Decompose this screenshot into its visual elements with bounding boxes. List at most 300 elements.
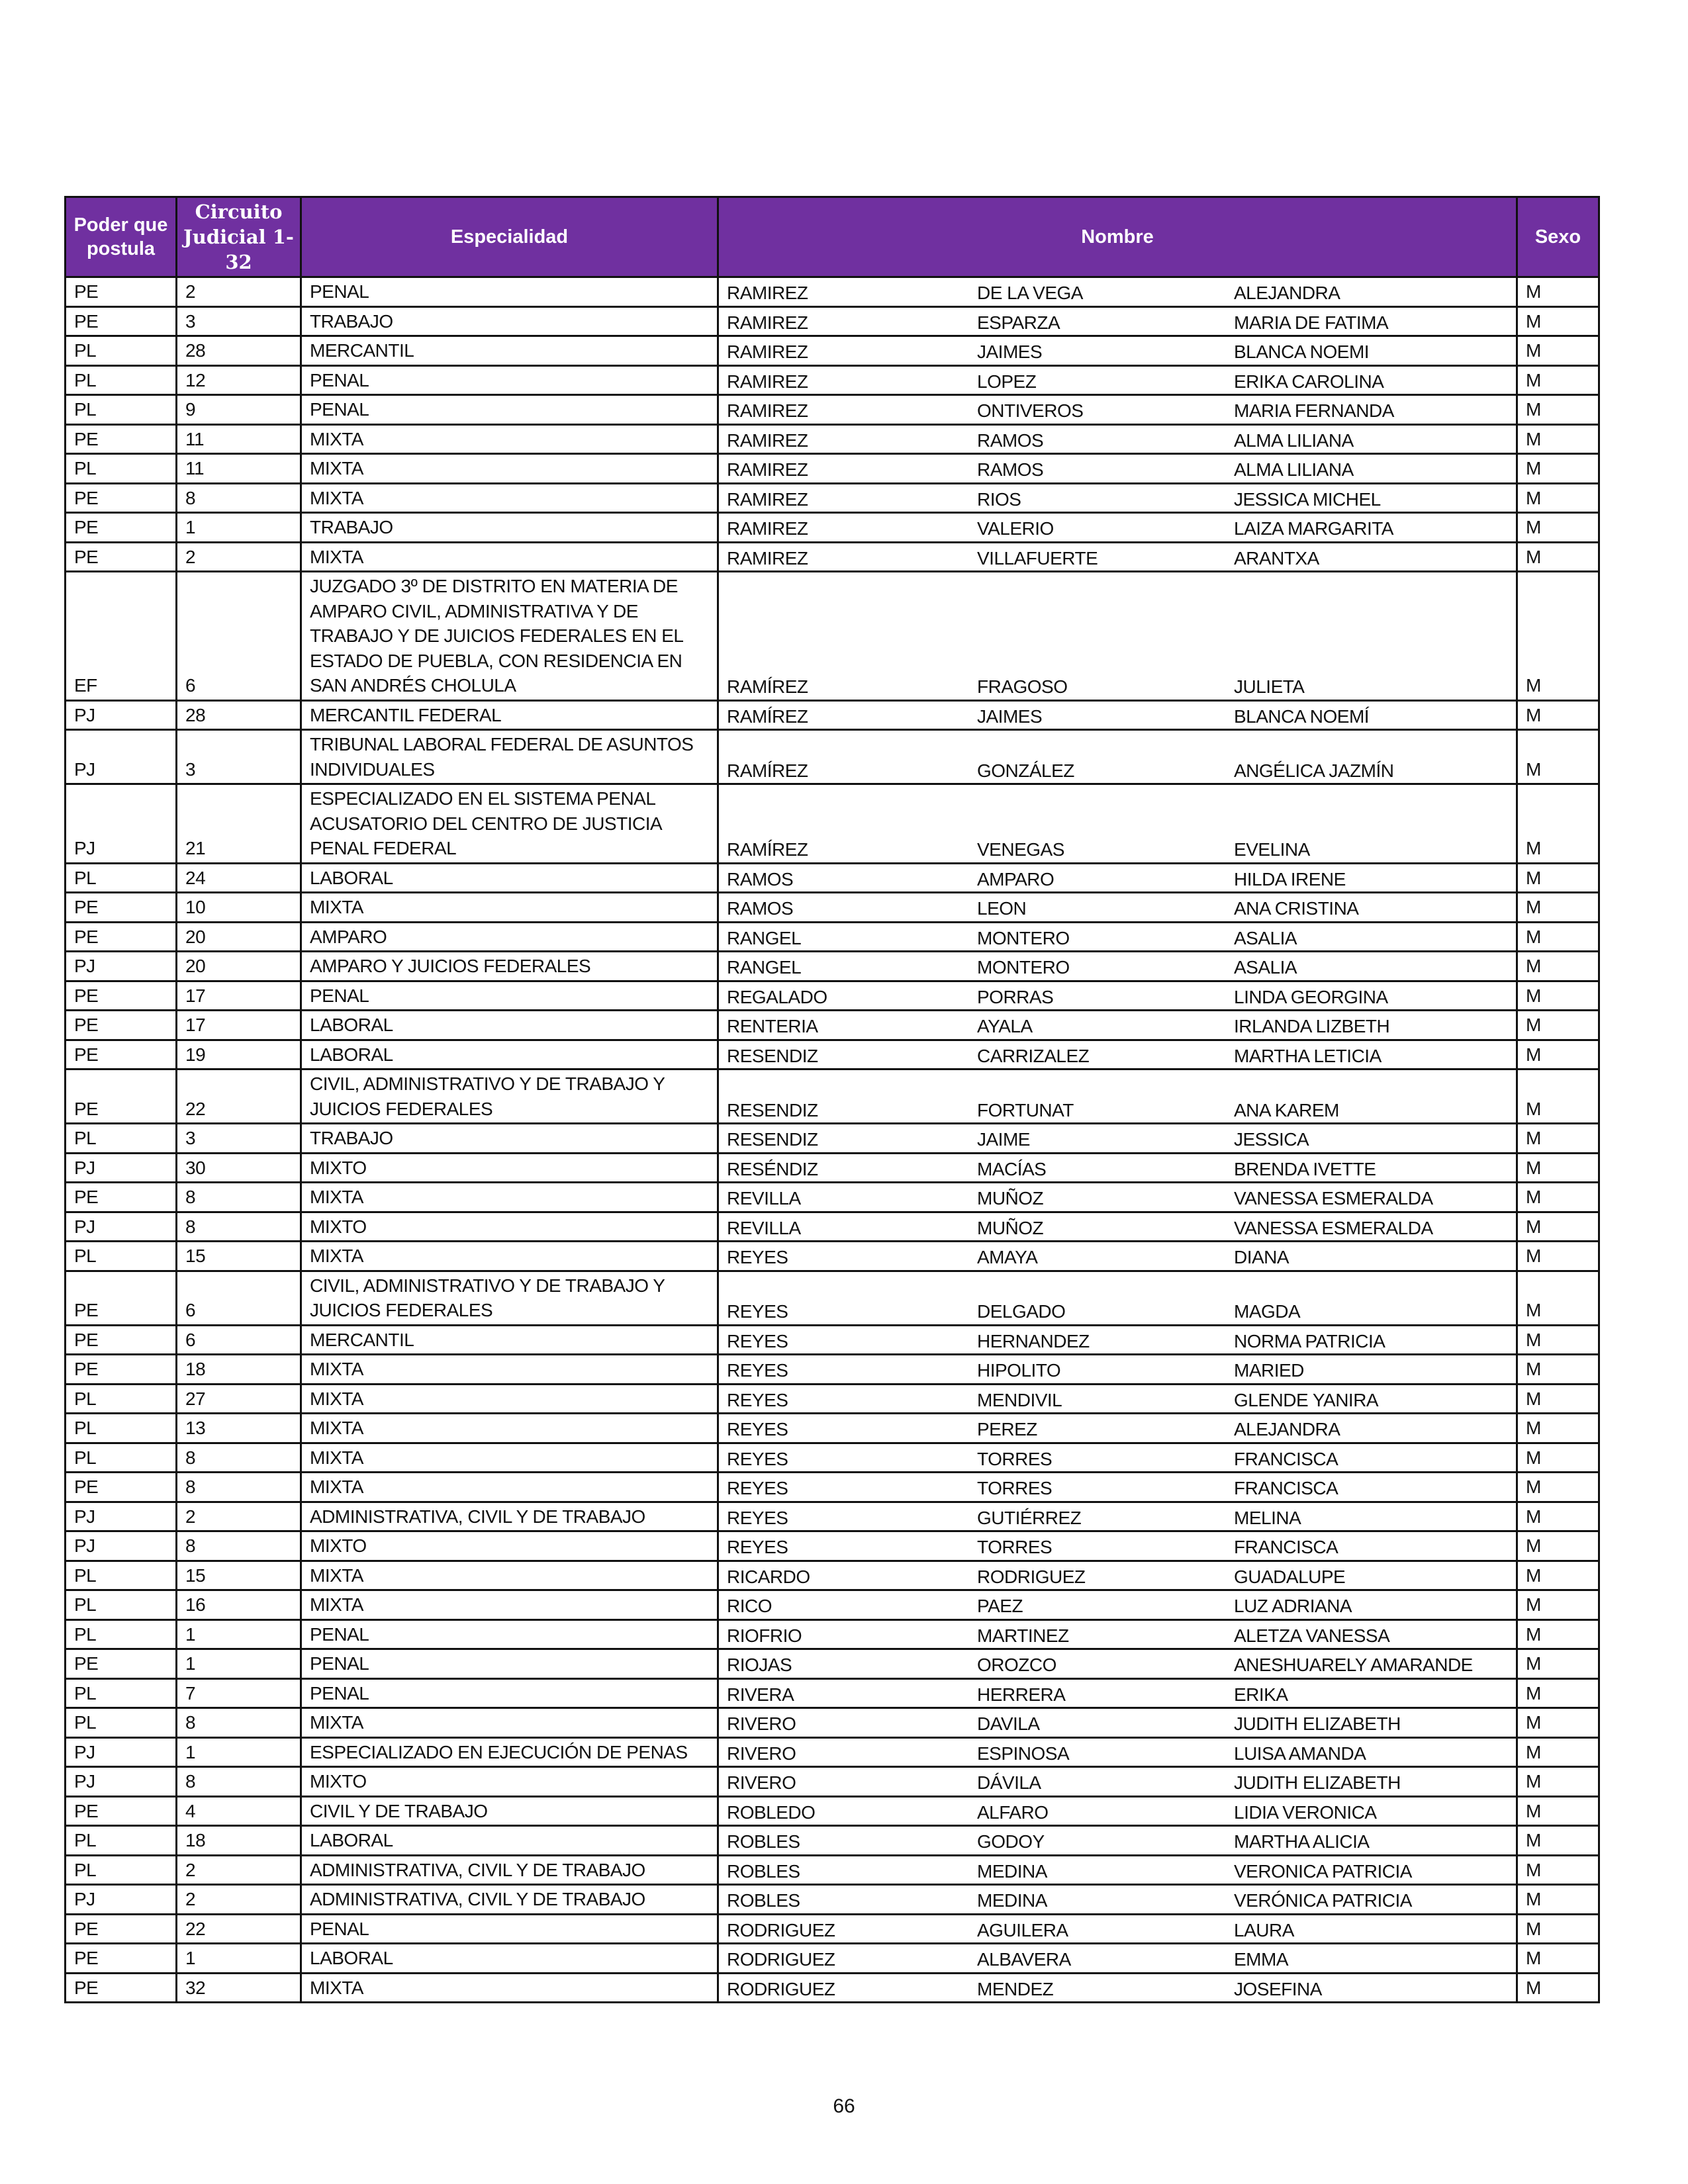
cell-nombre <box>718 336 1517 366</box>
nombres: MAGDA <box>1234 1301 1301 1322</box>
table-row <box>66 1914 1599 1944</box>
nombres: BLANCA NOEMÍ <box>1234 705 1370 727</box>
cell-poder: PL <box>66 1590 177 1620</box>
cell-sexo: M <box>1517 1531 1599 1561</box>
cell-especialidad: MIXTA <box>301 542 718 572</box>
apellido-materno: MEDINA <box>977 1890 1047 1911</box>
table-row <box>66 1737 1599 1767</box>
cell-poder: PE <box>66 1355 177 1385</box>
apellido-paterno: REYES <box>727 1247 788 1267</box>
cell-nombre <box>718 483 1517 513</box>
cell-poder: PL <box>66 1619 177 1649</box>
table-row <box>66 1414 1599 1443</box>
apellido-paterno: RIVERA <box>727 1684 794 1705</box>
cell-poder: PE <box>66 483 177 513</box>
cell-circuito: 3 <box>177 730 301 784</box>
nombres: ANGÉLICA JAZMÍN <box>1234 760 1394 781</box>
nombres: HILDA IRENE <box>1234 868 1346 889</box>
nombres: LINDA GEORGINA <box>1234 986 1388 1007</box>
cell-nombre <box>718 1619 1517 1649</box>
cell-especialidad: MIXTO <box>301 1767 718 1797</box>
apellido-paterno: REYES <box>727 1360 788 1381</box>
page-number: 66 <box>833 2095 855 2117</box>
cell-sexo: M <box>1517 1414 1599 1443</box>
nombres: JUDITH ELIZABETH <box>1234 1713 1401 1734</box>
nombres: ALETZA VANESSA <box>1234 1625 1390 1646</box>
cell-sexo: M <box>1517 1914 1599 1944</box>
cell-poder: PE <box>66 922 177 952</box>
nombres: MARTHA ALICIA <box>1234 1831 1370 1852</box>
apellido-materno: DÁVILA <box>977 1772 1041 1793</box>
cell-circuito: 8 <box>177 483 301 513</box>
cell-poder: PJ <box>66 1153 177 1183</box>
cell-sexo: M <box>1517 1649 1599 1679</box>
cell-circuito: 1 <box>177 1944 301 1974</box>
nombres: ALMA LILIANA <box>1234 430 1354 451</box>
apellido-paterno: RODRIGUEZ <box>727 1949 835 1970</box>
name-parts <box>719 1329 1516 1354</box>
cell-especialidad: PENAL <box>301 1619 718 1649</box>
cell-poder: PE <box>66 981 177 1011</box>
cell-circuito: 8 <box>177 1443 301 1473</box>
apellido-materno: CARRIZALEZ <box>977 1045 1090 1066</box>
name-parts <box>719 398 1516 424</box>
cell-especialidad: PENAL <box>301 365 718 395</box>
table-row <box>66 1212 1599 1242</box>
apellido-materno: FRAGOSO <box>977 676 1068 697</box>
cell-sexo: M <box>1517 424 1599 454</box>
cell-poder: PE <box>66 542 177 572</box>
table-row <box>66 454 1599 484</box>
table-row <box>66 1944 1599 1974</box>
cell-poder: PE <box>66 424 177 454</box>
table-row <box>66 730 1599 784</box>
cell-nombre <box>718 730 1517 784</box>
name-parts <box>719 340 1516 365</box>
nombres: FRANCISCA <box>1234 1448 1338 1469</box>
cell-especialidad: MIXTA <box>301 1561 718 1590</box>
cell-poder: PJ <box>66 700 177 730</box>
cell-especialidad: MIXTA <box>301 1473 718 1502</box>
cell-poder: PL <box>66 1826 177 1856</box>
cell-nombre <box>718 1384 1517 1414</box>
cell-nombre <box>718 1011 1517 1040</box>
name-parts <box>719 1535 1516 1560</box>
cell-especialidad: MIXTO <box>301 1212 718 1242</box>
apellido-materno: RAMOS <box>977 430 1044 451</box>
cell-especialidad: PENAL <box>301 1649 718 1679</box>
cell-circuito: 10 <box>177 893 301 923</box>
table-row <box>66 1040 1599 1069</box>
table-row <box>66 1561 1599 1590</box>
apellido-materno: VILLAFUERTE <box>977 547 1098 569</box>
cell-especialidad: CIVIL Y DE TRABAJO <box>301 1796 718 1826</box>
apellido-paterno: REYES <box>727 1301 788 1322</box>
cell-circuito: 17 <box>177 1011 301 1040</box>
nombres: MARIED <box>1234 1360 1304 1381</box>
name-parts <box>719 1157 1516 1182</box>
apellido-paterno: RAMÍREZ <box>727 839 808 860</box>
name-parts <box>719 281 1516 306</box>
name-parts <box>719 428 1516 453</box>
name-parts <box>719 758 1516 784</box>
cell-sexo: M <box>1517 1826 1599 1856</box>
cell-nombre <box>718 1124 1517 1154</box>
cell-especialidad: PENAL <box>301 981 718 1011</box>
cell-sexo: M <box>1517 952 1599 981</box>
table-row <box>66 1069 1599 1124</box>
apellido-paterno: RAMIREZ <box>727 459 808 480</box>
table-row <box>66 922 1599 952</box>
cell-sexo: M <box>1517 1678 1599 1708</box>
cell-sexo: M <box>1517 306 1599 336</box>
cell-poder: PL <box>66 1708 177 1738</box>
nombres: MARIA DE FATIMA <box>1234 312 1389 333</box>
cell-circuito: 22 <box>177 1914 301 1944</box>
cell-poder: PJ <box>66 1531 177 1561</box>
table-row <box>66 513 1599 543</box>
cell-nombre <box>718 1649 1517 1679</box>
apellido-materno: ESPARZA <box>977 312 1060 333</box>
cell-circuito: 20 <box>177 952 301 981</box>
table-row <box>66 1767 1599 1797</box>
apellido-paterno: RODRIGUEZ <box>727 1919 835 1940</box>
apellido-paterno: ROBLES <box>727 1831 800 1852</box>
nombres: LIDIA VERONICA <box>1234 1801 1377 1823</box>
cell-circuito: 2 <box>177 1885 301 1915</box>
name-parts <box>719 1594 1516 1619</box>
cell-nombre <box>718 542 1517 572</box>
cell-sexo: M <box>1517 730 1599 784</box>
cell-sexo: M <box>1517 1944 1599 1974</box>
table-row <box>66 1242 1599 1271</box>
cell-circuito: 8 <box>177 1708 301 1738</box>
apellido-materno: TORRES <box>977 1448 1053 1469</box>
name-parts <box>719 1829 1516 1854</box>
cell-nombre <box>718 1855 1517 1885</box>
name-parts <box>719 1653 1516 1678</box>
cell-sexo: M <box>1517 1473 1599 1502</box>
cell-poder: PL <box>66 1414 177 1443</box>
apellido-materno: MUÑOZ <box>977 1217 1044 1238</box>
apellido-materno: VENEGAS <box>977 839 1064 860</box>
cell-circuito: 2 <box>177 1502 301 1531</box>
apellido-materno: ESPINOSA <box>977 1743 1070 1764</box>
apellido-materno: AGUILERA <box>977 1919 1068 1940</box>
cell-circuito: 28 <box>177 336 301 366</box>
nombres: ASALIA <box>1234 957 1297 978</box>
nombres: NORMA PATRICIA <box>1234 1330 1385 1351</box>
apellido-paterno: RICARDO <box>727 1566 810 1587</box>
cell-circuito: 28 <box>177 700 301 730</box>
apellido-paterno: ROBLEDO <box>727 1801 816 1823</box>
cell-circuito: 12 <box>177 365 301 395</box>
cell-especialidad: AMPARO Y JUICIOS FEDERALES <box>301 952 718 981</box>
apellido-paterno: RESENDIZ <box>727 1129 818 1150</box>
cell-circuito: 9 <box>177 395 301 425</box>
cell-sexo: M <box>1517 1183 1599 1212</box>
cell-nombre <box>718 1325 1517 1355</box>
cell-sexo: M <box>1517 1561 1599 1590</box>
header-nombre: Nombre <box>718 197 1517 277</box>
header-especialidad: Especialidad <box>301 197 718 277</box>
nombres: VANESSA ESMERALDA <box>1234 1217 1433 1238</box>
nombres: ANA CRISTINA <box>1234 898 1359 919</box>
cell-circuito: 8 <box>177 1531 301 1561</box>
cell-circuito: 1 <box>177 513 301 543</box>
cell-especialidad: TRABAJO <box>301 306 718 336</box>
cell-circuito: 1 <box>177 1737 301 1767</box>
cell-poder: PL <box>66 863 177 893</box>
cell-circuito: 1 <box>177 1619 301 1649</box>
apellido-materno: GUTIÉRREZ <box>977 1507 1082 1528</box>
cell-nombre <box>718 952 1517 981</box>
table-row <box>66 1183 1599 1212</box>
table-row <box>66 1443 1599 1473</box>
cell-especialidad: PENAL <box>301 395 718 425</box>
nombres: FRANCISCA <box>1234 1537 1338 1557</box>
nombres: ALEJANDRA <box>1234 283 1340 303</box>
cell-poder: PE <box>66 1973 177 2003</box>
nombres: JULIETA <box>1234 676 1305 697</box>
apellido-paterno: RAMÍREZ <box>727 676 808 697</box>
cell-sexo: M <box>1517 863 1599 893</box>
table-row <box>66 1973 1599 2003</box>
table-row <box>66 365 1599 395</box>
cell-nombre <box>718 1767 1517 1797</box>
table-row <box>66 483 1599 513</box>
apellido-paterno: RAMÍREZ <box>727 705 808 727</box>
name-parts <box>719 1888 1516 1913</box>
nombres: ASALIA <box>1234 927 1297 948</box>
cell-nombre <box>718 572 1517 701</box>
name-parts <box>719 457 1516 482</box>
nombres: VERÓNICA PATRICIA <box>1234 1890 1412 1911</box>
name-parts <box>719 1947 1516 1972</box>
nombres: DIANA <box>1234 1247 1289 1267</box>
name-parts <box>719 487 1516 512</box>
cell-nombre <box>718 424 1517 454</box>
cell-especialidad: MIXTA <box>301 1355 718 1385</box>
apellido-paterno: REYES <box>727 1419 788 1439</box>
cell-circuito: 2 <box>177 277 301 307</box>
apellido-paterno: RENTERIA <box>727 1016 818 1036</box>
cell-circuito: 24 <box>177 863 301 893</box>
apellido-materno: ALBAVERA <box>977 1949 1071 1970</box>
apellido-paterno: RAMIREZ <box>727 400 808 421</box>
cell-sexo: M <box>1517 365 1599 395</box>
cell-poder: PL <box>66 1678 177 1708</box>
cell-circuito: 19 <box>177 1040 301 1069</box>
cell-nombre <box>718 1355 1517 1385</box>
cell-sexo: M <box>1517 1325 1599 1355</box>
apellido-materno: GONZÁLEZ <box>977 760 1074 781</box>
cell-nombre <box>718 700 1517 730</box>
cell-circuito: 18 <box>177 1826 301 1856</box>
cell-sexo: M <box>1517 1355 1599 1385</box>
cell-poder: PE <box>66 1944 177 1974</box>
apellido-paterno: RICO <box>727 1596 772 1616</box>
name-parts <box>719 955 1516 980</box>
nombres: GUADALUPE <box>1234 1566 1346 1587</box>
cell-sexo: M <box>1517 1708 1599 1738</box>
apellido-paterno: REVILLA <box>727 1188 801 1208</box>
cell-circuito: 16 <box>177 1590 301 1620</box>
name-parts <box>719 867 1516 892</box>
apellido-paterno: REGALADO <box>727 986 827 1007</box>
cell-sexo: M <box>1517 1885 1599 1915</box>
name-parts <box>719 1098 1516 1123</box>
apellido-materno: TORRES <box>977 1537 1053 1557</box>
name-parts <box>719 1506 1516 1531</box>
table-row <box>66 1011 1599 1040</box>
apellido-materno: RIOS <box>977 488 1021 510</box>
cell-especialidad: MIXTA <box>301 1973 718 2003</box>
table-row <box>66 1325 1599 1355</box>
table-row <box>66 542 1599 572</box>
apellido-paterno: RAMIREZ <box>727 341 808 362</box>
apellido-paterno: RAMOS <box>727 868 794 889</box>
cell-sexo: M <box>1517 1619 1599 1649</box>
cell-poder: PE <box>66 1040 177 1069</box>
nombres: VANESSA ESMERALDA <box>1234 1188 1433 1208</box>
cell-nombre <box>718 1531 1517 1561</box>
cell-nombre <box>718 1590 1517 1620</box>
cell-poder: PJ <box>66 1767 177 1797</box>
apellido-paterno: RAMIREZ <box>727 518 808 539</box>
name-parts <box>719 1918 1516 1943</box>
name-parts <box>719 1358 1516 1383</box>
table-header <box>66 197 1599 277</box>
cell-sexo: M <box>1517 1590 1599 1620</box>
apellido-materno: MENDIVIL <box>977 1389 1062 1410</box>
cell-circuito: 6 <box>177 1325 301 1355</box>
nombres: MARIA FERNANDA <box>1234 400 1394 421</box>
cell-especialidad: MIXTO <box>301 1531 718 1561</box>
apellido-materno: PAEZ <box>977 1596 1023 1616</box>
cell-nombre <box>718 1826 1517 1856</box>
nombres: ERIKA CAROLINA <box>1234 371 1384 392</box>
apellido-materno: MUÑOZ <box>977 1188 1044 1208</box>
cell-poder: PE <box>66 1796 177 1826</box>
apellido-materno: MENDEZ <box>977 1978 1054 1999</box>
cell-nombre <box>718 277 1517 307</box>
cell-sexo: M <box>1517 1271 1599 1325</box>
cell-nombre <box>718 1473 1517 1502</box>
cell-sexo: M <box>1517 1737 1599 1767</box>
cell-nombre <box>718 981 1517 1011</box>
header-sexo: Sexo <box>1517 197 1599 277</box>
cell-sexo: M <box>1517 513 1599 543</box>
cell-poder: PL <box>66 395 177 425</box>
cell-poder: PJ <box>66 952 177 981</box>
nombres: MELINA <box>1234 1507 1301 1528</box>
cell-circuito: 22 <box>177 1069 301 1124</box>
cell-circuito: 20 <box>177 922 301 952</box>
table-row <box>66 1826 1599 1856</box>
cell-poder: PE <box>66 306 177 336</box>
cell-nombre <box>718 1212 1517 1242</box>
apellido-materno: HERRERA <box>977 1684 1066 1705</box>
cell-nombre <box>718 863 1517 893</box>
cell-nombre <box>718 1443 1517 1473</box>
cell-sexo: M <box>1517 700 1599 730</box>
table-row <box>66 981 1599 1011</box>
cell-nombre <box>718 1796 1517 1826</box>
cell-circuito: 2 <box>177 542 301 572</box>
cell-sexo: M <box>1517 1384 1599 1414</box>
apellido-materno: DELGADO <box>977 1301 1066 1322</box>
nombres: ARANTXA <box>1234 547 1319 569</box>
cell-nombre <box>718 306 1517 336</box>
nombres: JESSICA <box>1234 1129 1309 1150</box>
table-row <box>66 1384 1599 1414</box>
cell-circuito: 18 <box>177 1355 301 1385</box>
apellido-paterno: RODRIGUEZ <box>727 1978 835 1999</box>
cell-circuito: 13 <box>177 1414 301 1443</box>
cell-poder: PL <box>66 365 177 395</box>
nombres: LAURA <box>1234 1919 1294 1940</box>
cell-poder: PL <box>66 1855 177 1885</box>
name-parts <box>719 1565 1516 1590</box>
cell-circuito: 8 <box>177 1767 301 1797</box>
apellido-materno: HIPOLITO <box>977 1360 1061 1381</box>
apellido-materno: LOPEZ <box>977 371 1037 392</box>
apellido-paterno: RAMIREZ <box>727 283 808 303</box>
name-parts <box>719 546 1516 571</box>
cell-sexo: M <box>1517 1973 1599 2003</box>
cell-circuito: 15 <box>177 1242 301 1271</box>
cell-especialidad: ADMINISTRATIVA, CIVIL Y DE TRABAJO <box>301 1502 718 1531</box>
nombres: IRLANDA LIZBETH <box>1234 1016 1390 1036</box>
cell-poder: PE <box>66 1183 177 1212</box>
cell-especialidad: TRABAJO <box>301 513 718 543</box>
cell-especialidad: LABORAL <box>301 1011 718 1040</box>
cell-circuito: 6 <box>177 572 301 701</box>
apellido-materno: ONTIVEROS <box>977 400 1084 421</box>
name-parts <box>719 1417 1516 1442</box>
nombres: JOSEFINA <box>1234 1978 1322 1999</box>
name-parts <box>719 369 1516 394</box>
table-body <box>66 277 1599 2003</box>
cell-sexo: M <box>1517 572 1599 701</box>
apellido-paterno: REYES <box>727 1448 788 1469</box>
nombres: LAIZA MARGARITA <box>1234 518 1393 539</box>
cell-poder: PL <box>66 1561 177 1590</box>
cell-especialidad: TRIBUNAL LABORAL FEDERAL DE ASUNTOS INDIVIDUALES <box>301 730 718 784</box>
apellido-materno: JAIMES <box>977 705 1043 727</box>
cell-especialidad: MIXTO <box>301 1153 718 1183</box>
cell-especialidad: MIXTA <box>301 454 718 484</box>
cell-circuito: 2 <box>177 1855 301 1885</box>
cell-poder: PE <box>66 513 177 543</box>
cell-circuito: 21 <box>177 784 301 864</box>
cell-poder: PE <box>66 1271 177 1325</box>
apellido-materno: OROZCO <box>977 1655 1056 1675</box>
cell-especialidad: MIXTA <box>301 1708 718 1738</box>
cell-circuito: 30 <box>177 1153 301 1183</box>
apellido-materno: MONTERO <box>977 927 1070 948</box>
name-parts <box>719 837 1516 862</box>
apellido-paterno: RIVERO <box>727 1772 796 1793</box>
apellido-materno: ALFARO <box>977 1801 1049 1823</box>
name-parts <box>719 1127 1516 1152</box>
cell-sexo: M <box>1517 1069 1599 1124</box>
name-parts <box>719 1977 1516 2002</box>
name-parts <box>719 1800 1516 1825</box>
table-row <box>66 277 1599 307</box>
cell-sexo: M <box>1517 542 1599 572</box>
